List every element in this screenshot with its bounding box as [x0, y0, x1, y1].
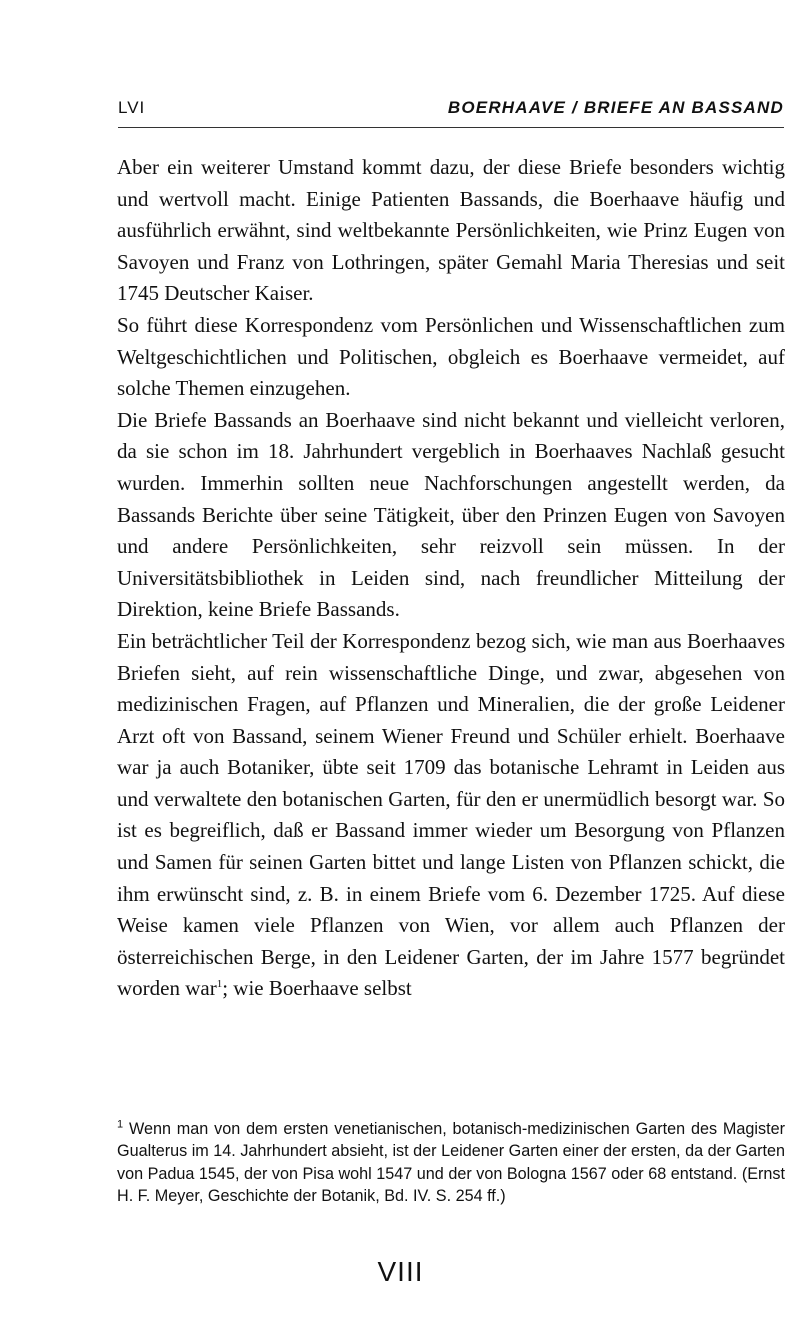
paragraph-text: Ein beträchtlicher Teil der Korrespondenz bezog sich, wie man aus Boerhaaves Briefen sieht, auf rein wissenschaftliche Dinge, und zwar, abgesehen von medizinischen Fragen, auf Pflanzen und Mineralien, die der große Leidener Arzt oft von Bassand, seinem Wiener Freund und Schüler erhielt. Boerhaave war ja auch Botaniker, übte seit 1709 das botanische Lehramt in Leiden aus und verwaltete den botanischen Garten, für den er unermüdlich besorgt war. So ist es begreiflich, daß er Bassand immer wieder um Besorgung von Pflanzen und Samen für seinen Garten bittet und lange Listen von Pflanzen schickt, die ihm erwünscht sind, z. B. in einem Briefe vom 6. Dezember 1725. Auf diese Weise kamen viele Pflanzen von Wien, vor allem auch Pflanzen der österreichischen Berge, in den Leidener Garten, der im Jahre 1577 begründet worden war [117, 628, 785, 1001]
footnote-mark: 1 [117, 1118, 124, 1131]
footnote [117, 1118, 785, 1207]
running-title: BOERHAAVE / BRIEFE AN BASSAND [447, 98, 784, 117]
paragraph-tail: ; wie Boerhaave selbst [222, 976, 412, 1001]
paragraph [117, 626, 785, 1005]
paragraph: Aber ein weiterer Umstand kommt dazu, der diese Briefe besonders wichtig und wertvoll macht. Einige Patienten Bassands, die Boerhaave häufig und ausführlich erwähnt, sind weltbekannte Persönlichkeiten, wie Prinz Eugen von Savoyen und Franz von Lothringen, später Gemahl Maria Theresias und seit 1745 Deutscher Kaiser. [117, 155, 785, 306]
running-head [118, 98, 784, 128]
signature-mark: VIII [377, 1256, 424, 1287]
footnote-reference: 1 [216, 978, 223, 991]
header-rule [118, 127, 784, 128]
page-number: LVI [118, 98, 146, 117]
paragraph: Die Briefe Bassands an Boerhaave sind nicht bekannt und vielleicht verloren, da sie schon im 18. Jahrhundert vergeblich in Boerhaaves Nachlaß gesucht wurden. Immerhin sollten neue Nachforschungen angestellt werden, da Bassands Berichte über seine Tätigkeit, über den Prinzen Eugen von Savoyen und andere Persönlichkeiten, sehr reizvoll sein müssen. In der Universitätsbibliothek in Leiden sind, nach freundlicher Mitteilung der Direktion, keine Briefe Bassands. [117, 407, 785, 622]
body-text [117, 152, 785, 1005]
footnote-text: Wenn man von dem ersten venetianischen, botanisch-medizinischen Garten des Magister Gualterus im 14. Jahrhundert absieht, ist der Leidener Garten einer der ersten, da der Garten von Padua 1545, der von Pisa wohl 1547 und der von Bologna 1567 oder 68 entstand. (Ernst H. F. Meyer, Geschichte der Botanik, Bd. IV. S. 254 ff.) [117, 1120, 785, 1205]
paragraph: So führt diese Korrespondenz vom Persönlichen und Wissenschaftlichen zum Weltgeschichtlichen und Politischen, obgleich es Boerhaave vermeidet, auf solche Themen einzugehen. [117, 312, 785, 401]
